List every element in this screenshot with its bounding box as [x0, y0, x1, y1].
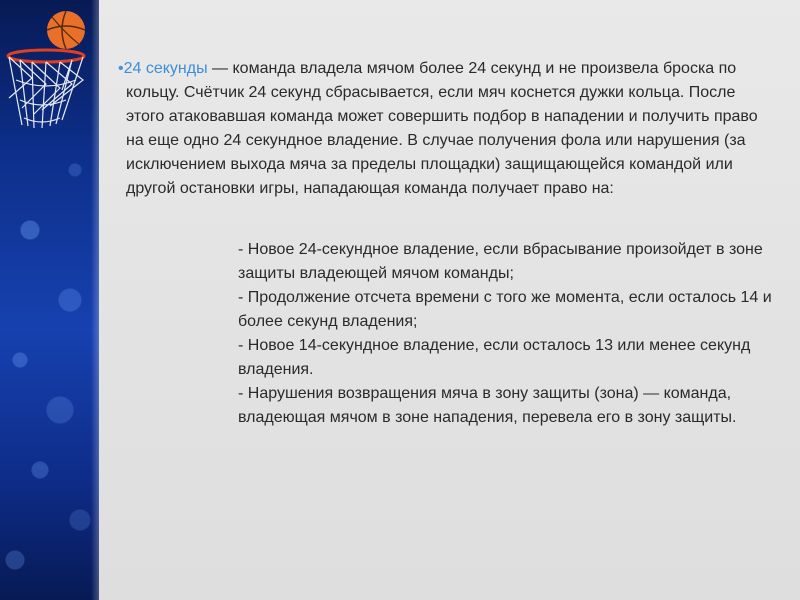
main-paragraph	[118, 57, 758, 201]
sub-list	[238, 238, 778, 430]
bullet-icon: •	[118, 60, 124, 77]
sub-item: - Новое 14-секундное владение, если осталось 13 или менее секунд владения.	[238, 337, 751, 378]
paragraph-text: — команда владела мячом более 24 секунд и не произвела броска по кольцу. Счётчик 24 секунд сбрасывается, если мяч коснется дужки кольца. После этого атаковавшая команда может совершить подбор в нападении и получить право на еще одно 24 секундное владение. В случае получения фола или нарушения (за исключением выхода мяча за пределы площадки) защищающейся командой или другой остановки игры, нападающая команда получает право на:	[126, 60, 758, 197]
sub-item: - Продолжение отсчета времени с того же момента, если осталось 14 и более секунд владения;	[238, 289, 772, 330]
sub-item: - Новое 24-секундное владение, если вбрасывание произойдет в зоне защиты владеющей мячом команды;	[238, 241, 763, 282]
term-24-seconds: 24 секунды	[123, 60, 208, 77]
basketball-hoop-icon	[0, 0, 100, 140]
sub-item: - Нарушения возвращения мяча в зону защиты (зона) — команда, владеющая мячом в зоне нападения, перевела его в зону защиты.	[238, 385, 737, 426]
